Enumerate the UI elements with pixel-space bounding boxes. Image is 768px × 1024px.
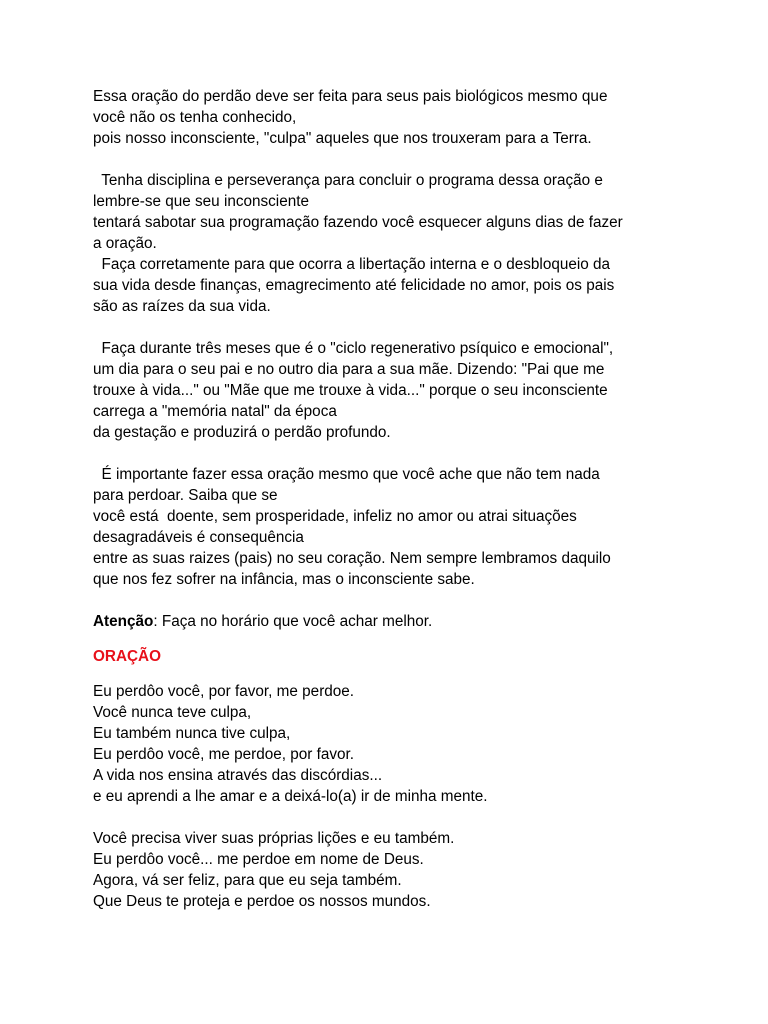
text-line: lembre-se que seu inconsciente (93, 193, 309, 210)
prayer-line: Eu perdôo você, me perdoe, por favor. (93, 746, 355, 763)
text-line: você não os tenha conhecido, (93, 109, 297, 126)
paragraph-gap (93, 667, 693, 681)
paragraph-gap (93, 149, 693, 170)
attention-text: : Faça no horário que você achar melhor. (153, 613, 433, 630)
text-line: Faça durante três meses que é o "ciclo regenerativo psíquico e emocional", (93, 340, 614, 357)
prayer-stanza-1 (93, 681, 693, 807)
attention-label: Atenção (93, 613, 154, 630)
text-line: Tenha disciplina e perseverança para concluir o programa dessa oração e (93, 172, 603, 189)
paragraph-gap (93, 632, 693, 646)
paragraph-gap (93, 590, 693, 611)
text-line: trouxe à vida..." ou "Mãe que me trouxe à vida..." porque o seu inconsciente (93, 382, 608, 399)
important-paragraph (93, 464, 693, 590)
text-line: Essa oração do perdão deve ser feita para seus pais biológicos mesmo que (93, 88, 608, 105)
cycle-paragraph (93, 338, 693, 443)
prayer-line: Eu também nunca tive culpa, (93, 725, 291, 742)
text-line: são as raízes da sua vida. (93, 298, 271, 315)
text-line: pois nosso inconsciente, "culpa" aqueles que nos trouxeram para a Terra. (93, 130, 592, 147)
prayer-line: Eu perdôo você... me perdoe em nome de Deus. (93, 851, 424, 868)
text-line: você está doente, sem prosperidade, infeliz no amor ou atrai situações (93, 508, 577, 525)
discipline-paragraph (93, 170, 693, 317)
document-body (93, 86, 693, 912)
text-line: para perdoar. Saiba que se (93, 487, 278, 504)
text-line: entre as suas raizes (pais) no seu coração. Nem sempre lembramos daquilo (93, 550, 611, 567)
attention-note (93, 611, 693, 632)
prayer-line: Você precisa viver suas próprias lições e eu também. (93, 830, 455, 847)
paragraph-gap (93, 443, 693, 464)
text-line: a oração. (93, 235, 157, 252)
paragraph-gap (93, 807, 693, 828)
paragraph-gap (93, 317, 693, 338)
prayer-line: Eu perdôo você, por favor, me perdoe. (93, 683, 355, 700)
prayer-line: Agora, vá ser feliz, para que eu seja também. (93, 872, 402, 889)
text-line: É importante fazer essa oração mesmo que você ache que não tem nada (93, 466, 600, 483)
text-line: tentará sabotar sua programação fazendo você esquecer alguns dias de fazer (93, 214, 623, 231)
prayer-line: A vida nos ensina através das discórdias... (93, 767, 383, 784)
text-line: Faça corretamente para que ocorra a libertação interna e o desbloqueio da (93, 256, 611, 273)
text-line: da gestação e produzirá o perdão profundo. (93, 424, 391, 441)
intro-paragraph (93, 86, 693, 149)
text-line: que nos fez sofrer na infância, mas o inconsciente sabe. (93, 571, 475, 588)
prayer-heading: ORAÇÃO (93, 648, 161, 665)
prayer-stanza-2 (93, 828, 693, 912)
text-line: carrega a "memória natal" da época (93, 403, 337, 420)
text-line: um dia para o seu pai e no outro dia para a sua mãe. Dizendo: "Pai que me (93, 361, 605, 378)
text-line: sua vida desde finanças, emagrecimento até felicidade no amor, pois os pais (93, 277, 615, 294)
prayer-line: Que Deus te proteja e perdoe os nossos mundos. (93, 893, 431, 910)
text-line: desagradáveis é consequência (93, 529, 304, 546)
prayer-line: e eu aprendi a lhe amar e a deixá-lo(a) ir de minha mente. (93, 788, 488, 805)
prayer-line: Você nunca teve culpa, (93, 704, 252, 721)
